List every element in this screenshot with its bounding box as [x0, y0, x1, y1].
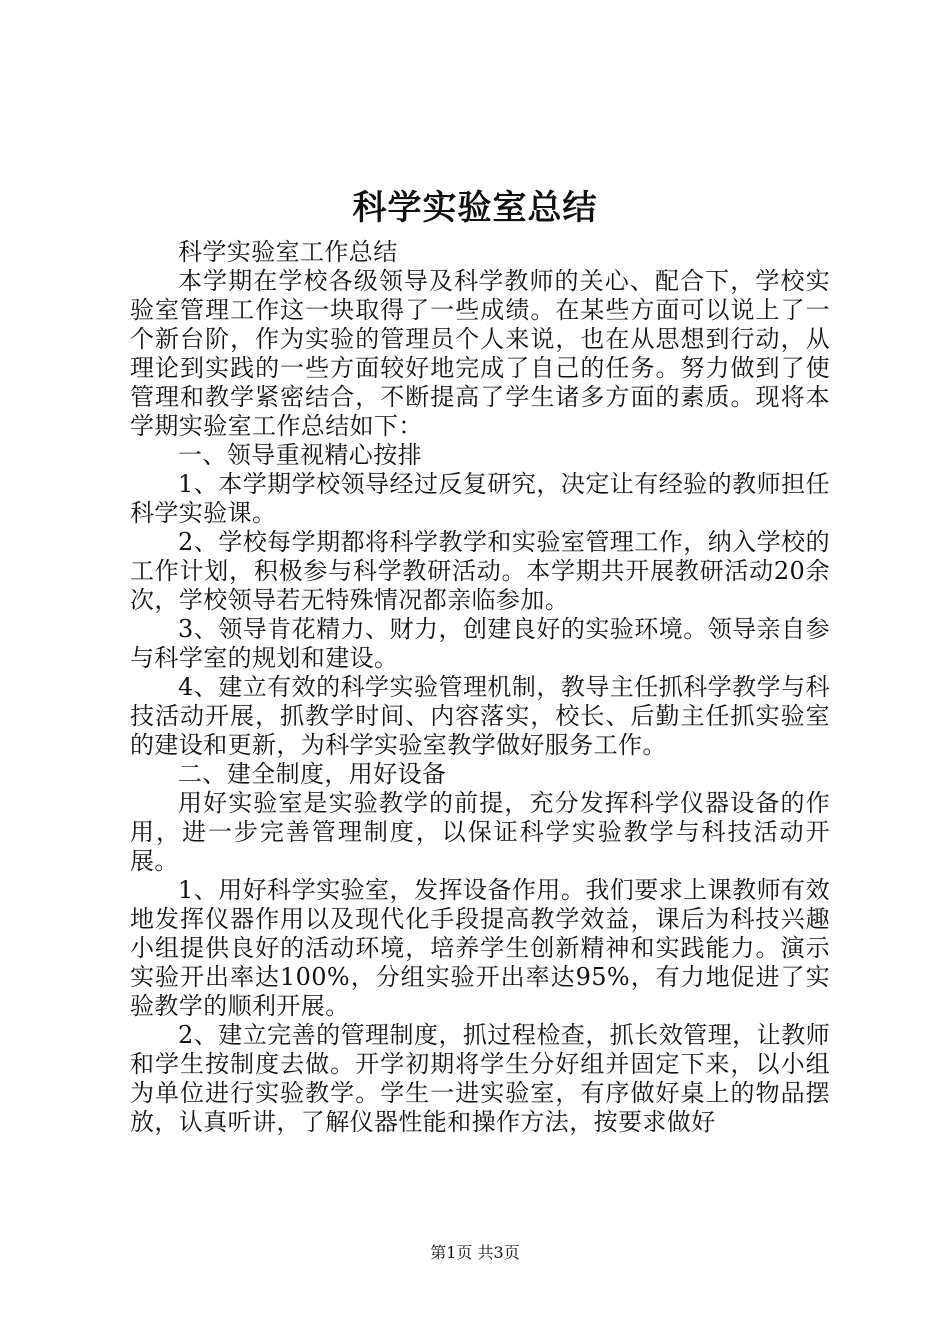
paragraph-item: 用好实验室是实验教学的前提，充分发挥科学仪器设备的作用，进一步完善管理制度，以保证科学实验教学与科技活动开展。 [130, 789, 830, 875]
paragraph-subtitle: 科学实验室工作总结 [178, 238, 398, 266]
paragraph-intro: 本学期在学校各级领导及科学教师的关心、配合下，学校实验室管理工作这一块取得了一些成绩。在某些方面可以说上了一个新台阶，作为实验的管理员个人来说，也在从思想到行动，从理论到实践的一些方面较好地完成了自己的任务。努力做到了使管理和教学紧密结合，不断提高了学生诸多方面的素质。现将本学期实验室工作总结如下： [130, 267, 830, 440]
paragraph-item: 1、用好科学实验室，发挥设备作用。我们要求上课教师有效地发挥仪器作用以及现代化手段提高教学效益，课后为科技兴趣小组提供良好的活动环境，培养学生创新精神和实践能力。演示实验开出率达100%，分组实验开出率达95%，有力地促进了实验教学的顺利开展。 [130, 876, 830, 1020]
paragraph-item: 4、建立有效的科学实验管理机制，教导主任抓科学教学与科技活动开展，抓教学时间、内容落实，校长、后勤主任抓实验室的建设和更新，为科学实验室教学做好服务工作。 [130, 673, 830, 759]
document-body [130, 238, 830, 1137]
paragraph-item: 1、本学期学校领导经过反复研究，决定让有经验的教师担任科学实验课。 [130, 470, 830, 527]
page-footer: 第1页 共3页 [430, 1243, 520, 1262]
paragraph-item: 2、建立完善的管理制度，抓过程检查，抓长效管理，让教师和学生按制度去做。开学初期将学生分好组并固定下来，以小组为单位进行实验教学。学生一进实验室，有序做好桌上的物品摆放，认真听讲，了解仪器性能和操作方法，按要求做好 [130, 1021, 830, 1136]
paragraph-item: 3、领导肯花精力、财力，创建良好的实验环境。领导亲自参与科学室的规划和建设。 [130, 615, 830, 672]
section-heading-2: 二、建全制度，用好设备 [178, 760, 447, 788]
document-title: 科学实验室总结 [352, 188, 598, 228]
paragraph-item: 2、学校每学期都将科学教学和实验室管理工作，纳入学校的工作计划，积极参与科学教研活动。本学期共开展教研活动20余次，学校领导若无特殊情况都亲临参加。 [130, 528, 830, 614]
section-heading-1: 一、领导重视精心按排 [178, 441, 422, 469]
